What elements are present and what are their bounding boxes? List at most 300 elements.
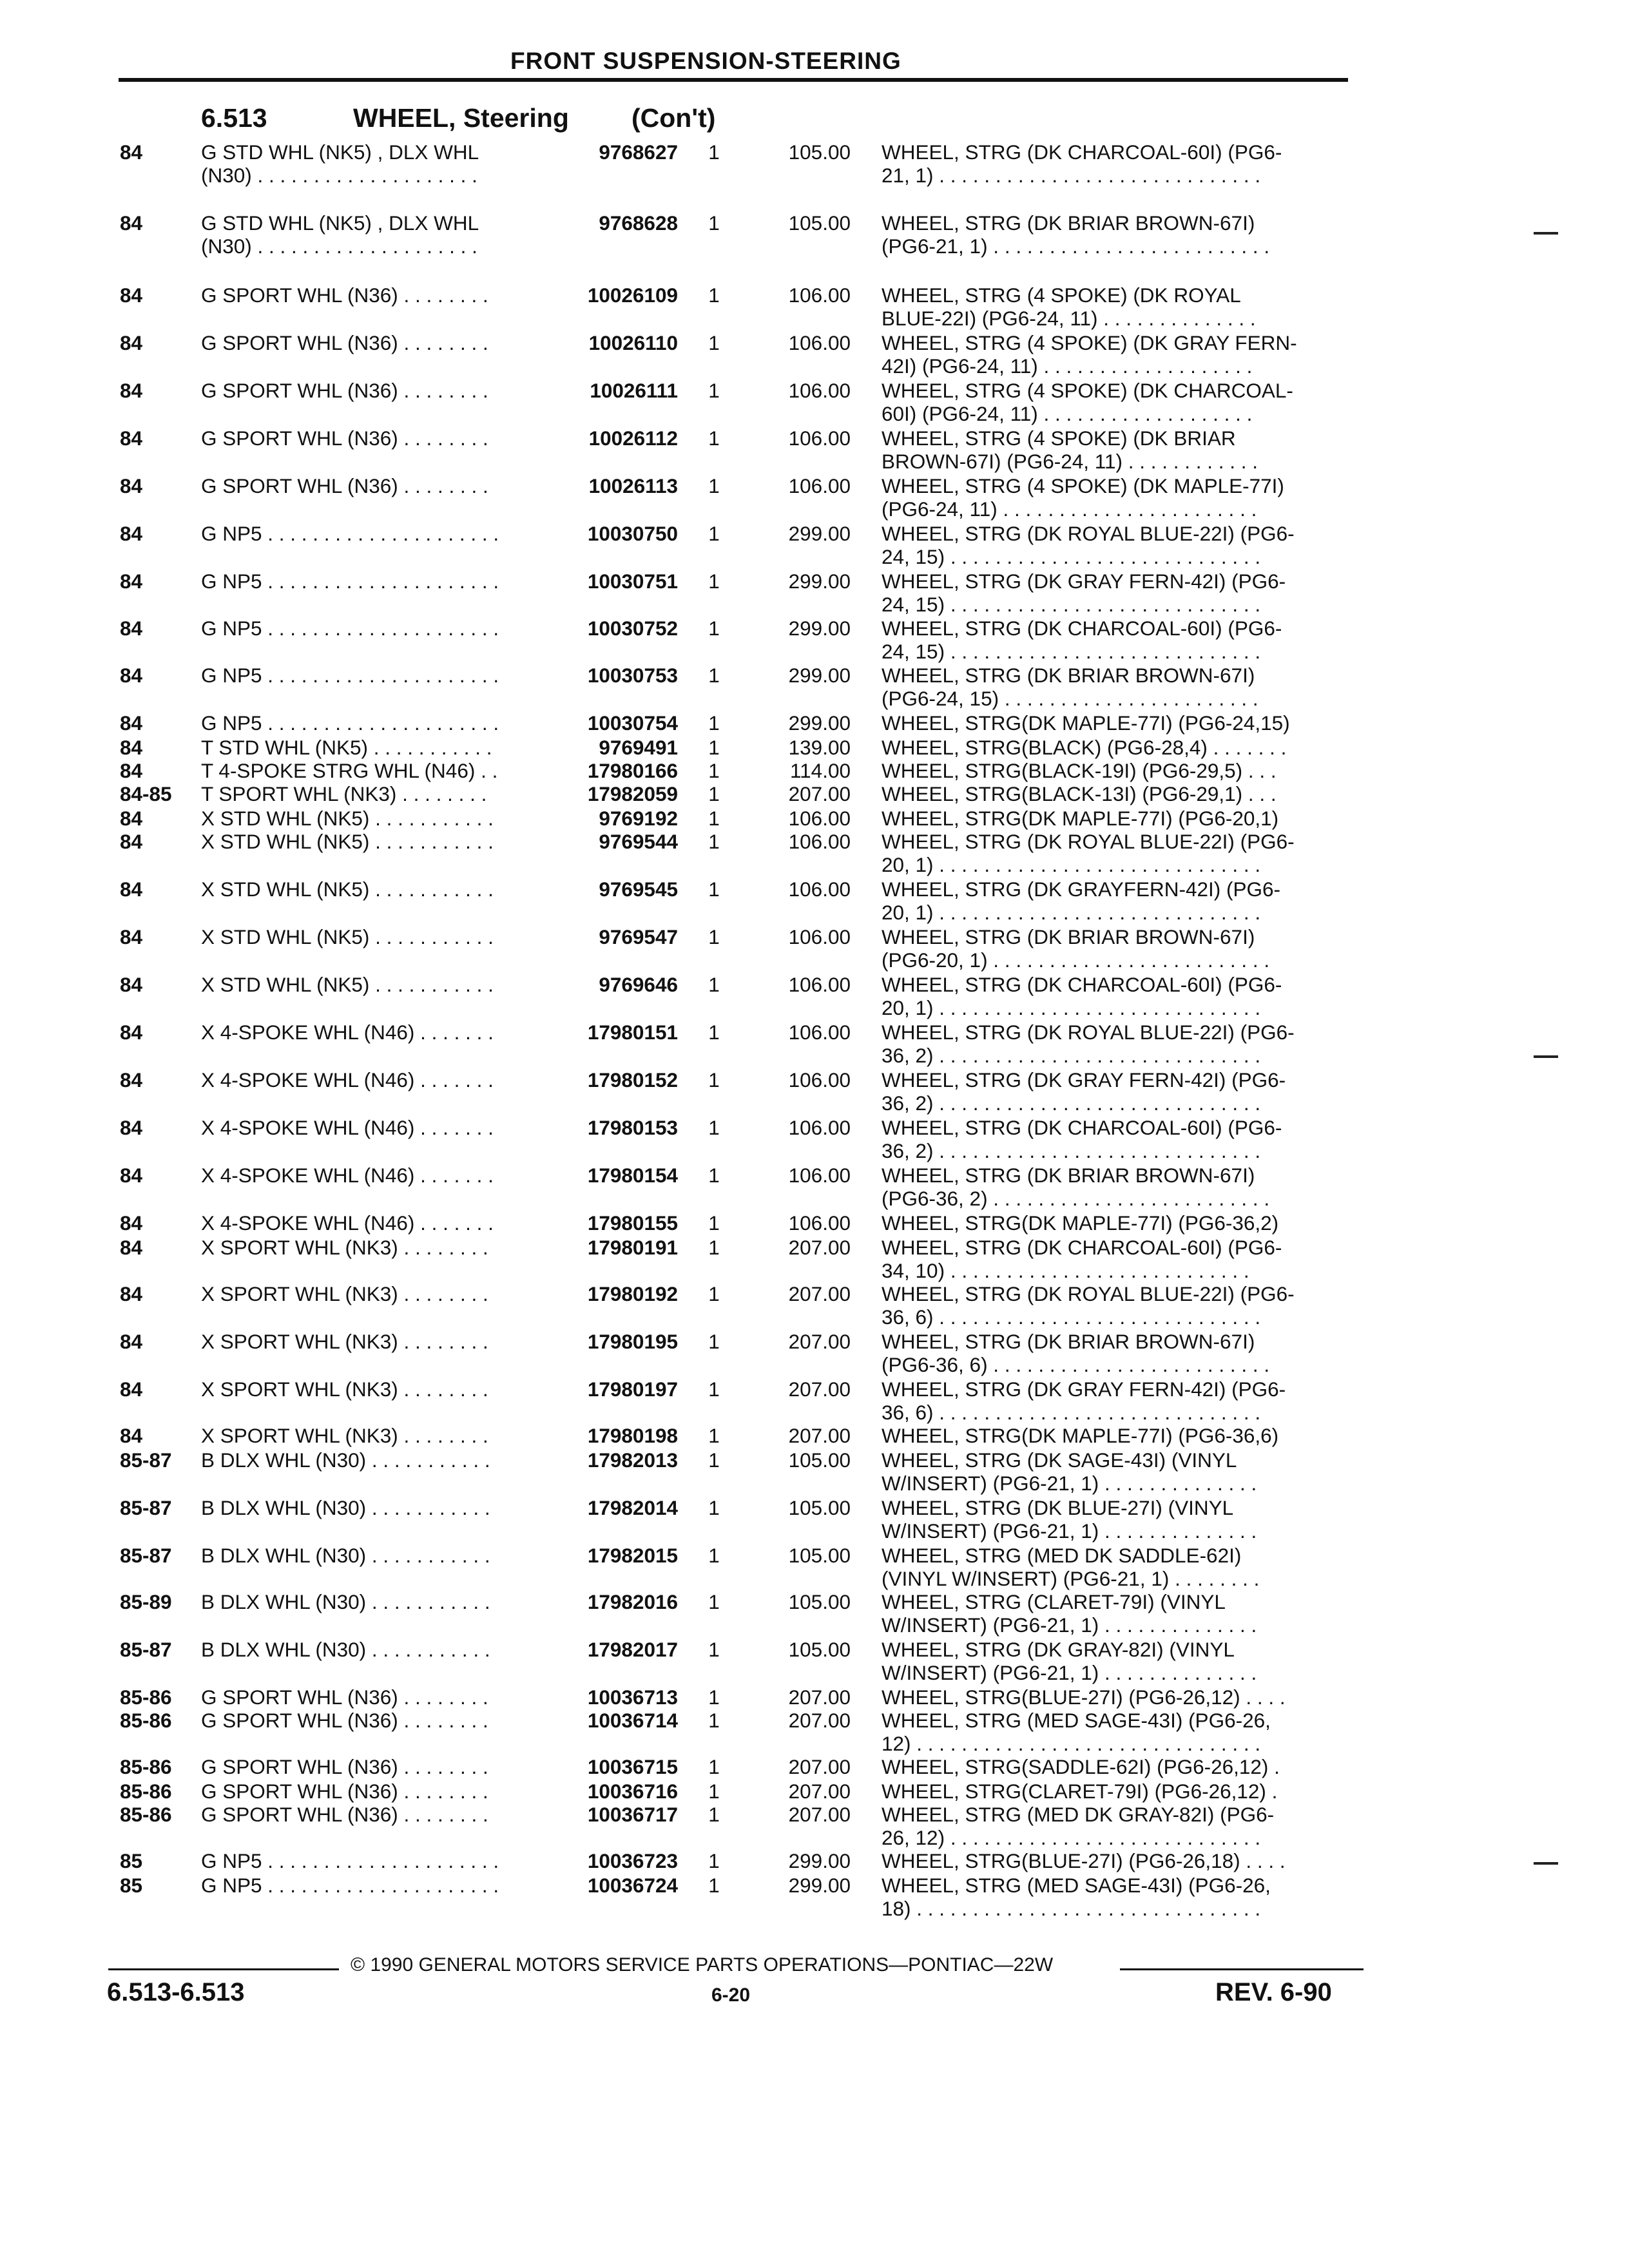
table-row <box>0 211 1629 260</box>
usage-description: G SPORT WHL (N36) . . . . . . . . <box>201 1686 488 1709</box>
year-code: 84 <box>120 211 143 235</box>
part-number: 9769547 <box>599 925 678 948</box>
list-price: 207.00 <box>788 1330 851 1353</box>
year-code: 85-87 <box>120 1448 172 1472</box>
part-number: 10030751 <box>587 570 678 593</box>
part-description: WHEEL, STRG(SADDLE-62I) (PG6-26,12) . <box>882 1755 1280 1778</box>
margin-mark <box>1534 232 1558 235</box>
usage-description: X STD WHL (NK5) . . . . . . . . . . . <box>201 925 494 948</box>
year-code: 85-86 <box>120 1803 172 1826</box>
table-row <box>0 379 1629 428</box>
part-description: WHEEL, STRG (DK CHARCOAL-60I) (PG6- <box>882 1236 1282 1259</box>
quantity: 1 <box>708 759 720 782</box>
list-price: 207.00 <box>788 1803 851 1826</box>
quantity: 1 <box>708 331 720 354</box>
part-description: WHEEL, STRG (DK ROYAL BLUE-22I) (PG6- <box>882 830 1295 853</box>
list-price: 106.00 <box>788 1211 851 1235</box>
quantity: 1 <box>708 1755 720 1778</box>
list-price: 114.00 <box>789 759 851 782</box>
header-rule <box>119 78 1348 82</box>
year-code: 85-86 <box>120 1755 172 1778</box>
part-description: WHEEL, STRG(DK MAPLE-77I) (PG6-36,6) <box>882 1424 1279 1447</box>
quantity: 1 <box>708 1709 720 1732</box>
part-description-continued: 36, 2) . . . . . . . . . . . . . . . . . . . . . . . . . . . . . <box>882 1044 1261 1067</box>
table-row <box>0 925 1629 974</box>
part-number: 17982013 <box>587 1448 678 1472</box>
list-price: 106.00 <box>788 379 851 402</box>
part-description-continued: W/INSERT) (PG6-21, 1) . . . . . . . . . . . . . . <box>882 1519 1257 1542</box>
list-price: 207.00 <box>788 1686 851 1709</box>
part-description: WHEEL, STRG (DK CHARCOAL-60I) (PG6- <box>882 617 1282 640</box>
list-price: 105.00 <box>788 1544 851 1567</box>
usage-description-continued: (N30) . . . . . . . . . . . . . . . . . . . . <box>201 235 477 258</box>
part-description-continued: (PG6-36, 2) . . . . . . . . . . . . . . . . . . . . . . . . . <box>882 1187 1270 1210</box>
list-price: 207.00 <box>788 1709 851 1732</box>
footer-revision: REV. 6-90 <box>1215 1978 1332 2006</box>
table-row <box>0 1590 1629 1639</box>
usage-description: X STD WHL (NK5) . . . . . . . . . . . <box>201 807 494 830</box>
quantity: 1 <box>708 1211 720 1235</box>
list-price: 207.00 <box>788 1424 851 1447</box>
part-number: 17980153 <box>587 1116 678 1139</box>
part-number: 10036714 <box>587 1709 678 1732</box>
usage-description-continued: (N30) . . . . . . . . . . . . . . . . . . . . <box>201 164 477 187</box>
part-description: WHEEL, STRG (DK CHARCOAL-60I) (PG6- <box>882 140 1282 164</box>
footer-rule-right <box>1120 1968 1364 1970</box>
section-number: 6.513 <box>201 103 267 133</box>
quantity: 1 <box>708 1068 720 1091</box>
part-number: 17980166 <box>587 759 678 782</box>
quantity: 1 <box>708 1424 720 1447</box>
part-description-continued: 12) . . . . . . . . . . . . . . . . . . . . . . . . . . . . . . . <box>882 1732 1261 1755</box>
year-code: 85-89 <box>120 1590 172 1613</box>
quantity: 1 <box>708 570 720 593</box>
part-description-continued: (PG6-36, 6) . . . . . . . . . . . . . . . . . . . . . . . . . <box>882 1353 1270 1376</box>
usage-description: G SPORT WHL (N36) . . . . . . . . <box>201 427 488 450</box>
list-price: 105.00 <box>788 211 851 235</box>
usage-description: X STD WHL (NK5) . . . . . . . . . . . <box>201 973 494 996</box>
part-description-continued: 36, 6) . . . . . . . . . . . . . . . . . . . . . . . . . . . . . <box>882 1305 1261 1329</box>
year-code: 84 <box>120 1282 143 1305</box>
part-number: 9768628 <box>599 211 678 235</box>
year-code: 84 <box>120 736 143 759</box>
part-number: 10026110 <box>588 331 678 354</box>
part-description-continued: (PG6-20, 1) . . . . . . . . . . . . . . . . . . . . . . . . . <box>882 948 1270 972</box>
part-description: WHEEL, STRG (DK BRIAR BROWN-67I) <box>882 1164 1255 1187</box>
usage-description: B DLX WHL (N30) . . . . . . . . . . . <box>201 1448 490 1472</box>
list-price: 105.00 <box>788 1590 851 1613</box>
usage-description: X STD WHL (NK5) . . . . . . . . . . . <box>201 830 494 853</box>
usage-description: X SPORT WHL (NK3) . . . . . . . . <box>201 1236 488 1259</box>
list-price: 106.00 <box>788 925 851 948</box>
quantity: 1 <box>708 1021 720 1044</box>
usage-description: G NP5 . . . . . . . . . . . . . . . . . . . . . <box>201 1849 499 1872</box>
usage-description: B DLX WHL (N30) . . . . . . . . . . . <box>201 1590 490 1613</box>
page-header-title: FRONT SUSPENSION-STEERING <box>510 48 901 74</box>
part-number: 17982059 <box>587 782 678 805</box>
part-description: WHEEL, STRG (MED DK SADDLE-62I) <box>882 1544 1242 1567</box>
table-row <box>0 474 1629 523</box>
part-number: 17980191 <box>587 1236 678 1259</box>
list-price: 299.00 <box>788 711 851 735</box>
part-number: 17980192 <box>587 1282 678 1305</box>
part-number: 17980152 <box>587 1068 678 1091</box>
table-row <box>0 878 1629 927</box>
table-row <box>0 1378 1629 1427</box>
year-code: 84 <box>120 1164 143 1187</box>
usage-description: B DLX WHL (N30) . . . . . . . . . . . <box>201 1544 490 1567</box>
list-price: 106.00 <box>788 474 851 497</box>
part-description: WHEEL, STRG(BLACK) (PG6-28,4) . . . . . . . <box>882 736 1287 759</box>
part-description-continued: 36, 6) . . . . . . . . . . . . . . . . . . . . . . . . . . . . . <box>882 1401 1261 1424</box>
quantity: 1 <box>708 379 720 402</box>
year-code: 84 <box>120 711 143 735</box>
list-price: 299.00 <box>788 1849 851 1872</box>
list-price: 299.00 <box>788 1874 851 1897</box>
part-number: 10030750 <box>587 522 678 545</box>
part-description: WHEEL, STRG (DK BLUE-27I) (VINYL <box>882 1496 1234 1519</box>
section-continued-label: (Con't) <box>631 103 716 133</box>
part-number: 17980195 <box>587 1330 678 1353</box>
year-code: 84 <box>120 331 143 354</box>
list-price: 106.00 <box>788 331 851 354</box>
part-description-continued: (PG6-24, 15) . . . . . . . . . . . . . . . . . . . . . . . <box>882 687 1258 710</box>
part-number: 10030754 <box>587 711 678 735</box>
part-description: WHEEL, STRG (DK GRAY FERN-42I) (PG6- <box>882 570 1286 593</box>
year-code: 84 <box>120 807 143 830</box>
year-code: 84 <box>120 830 143 853</box>
usage-description: X SPORT WHL (NK3) . . . . . . . . <box>201 1424 488 1447</box>
year-code: 85-87 <box>120 1638 172 1661</box>
year-code: 84 <box>120 878 143 901</box>
part-number: 9768627 <box>599 140 678 164</box>
year-code: 85-86 <box>120 1780 172 1803</box>
part-number: 10030753 <box>587 664 678 687</box>
year-code: 84 <box>120 140 143 164</box>
usage-description: G SPORT WHL (N36) . . . . . . . . <box>201 284 488 307</box>
part-description: WHEEL, STRG (MED SAGE-43I) (PG6-26, <box>882 1874 1271 1897</box>
part-description: WHEEL, STRG (DK BRIAR BROWN-67I) <box>882 925 1255 948</box>
part-description-continued: W/INSERT) (PG6-21, 1) . . . . . . . . . . . . . . <box>882 1472 1257 1495</box>
usage-description: G NP5 . . . . . . . . . . . . . . . . . . . . . <box>201 617 499 640</box>
list-price: 139.00 <box>788 736 851 759</box>
usage-description: G NP5 . . . . . . . . . . . . . . . . . . . . . <box>201 1874 499 1897</box>
table-row <box>0 1709 1629 1758</box>
part-number: 17980155 <box>587 1211 678 1235</box>
quantity: 1 <box>708 1236 720 1259</box>
part-description: WHEEL, STRG (4 SPOKE) (DK GRAY FERN- <box>882 331 1297 354</box>
quantity: 1 <box>708 1590 720 1613</box>
table-row <box>0 522 1629 571</box>
table-row <box>0 617 1629 666</box>
part-number: 17980197 <box>587 1378 678 1401</box>
usage-description: G NP5 . . . . . . . . . . . . . . . . . . . . . <box>201 570 499 593</box>
footer-copyright: © 1990 GENERAL MOTORS SERVICE PARTS OPERATIONS—PONTIAC—22W <box>351 1954 1054 1975</box>
year-code: 84 <box>120 1021 143 1044</box>
year-code: 85-87 <box>120 1544 172 1567</box>
year-code: 85-86 <box>120 1709 172 1732</box>
part-description-continued: 36, 2) . . . . . . . . . . . . . . . . . . . . . . . . . . . . . <box>882 1091 1261 1115</box>
table-row <box>0 1638 1629 1687</box>
list-price: 207.00 <box>788 1780 851 1803</box>
usage-description: G SPORT WHL (N36) . . . . . . . . <box>201 379 488 402</box>
part-number: 10036716 <box>587 1780 678 1803</box>
quantity: 1 <box>708 973 720 996</box>
part-description: WHEEL, STRG (DK ROYAL BLUE-22I) (PG6- <box>882 522 1295 545</box>
table-row <box>0 664 1629 713</box>
usage-description: G SPORT WHL (N36) . . . . . . . . <box>201 1780 488 1803</box>
table-row <box>0 1282 1629 1331</box>
part-number: 9769491 <box>599 736 678 759</box>
part-number: 10036717 <box>587 1803 678 1826</box>
part-description: WHEEL, STRG(BLUE-27I) (PG6-26,18) . . . . <box>882 1849 1286 1872</box>
list-price: 207.00 <box>788 1236 851 1259</box>
part-description: WHEEL, STRG (CLARET-79I) (VINYL <box>882 1590 1226 1613</box>
list-price: 106.00 <box>788 1164 851 1187</box>
usage-description: B DLX WHL (N30) . . . . . . . . . . . <box>201 1638 490 1661</box>
quantity: 1 <box>708 1164 720 1187</box>
quantity: 1 <box>708 1282 720 1305</box>
quantity: 1 <box>708 211 720 235</box>
part-description: WHEEL, STRG (DK ROYAL BLUE-22I) (PG6- <box>882 1021 1295 1044</box>
list-price: 299.00 <box>788 617 851 640</box>
year-code: 84 <box>120 379 143 402</box>
quantity: 1 <box>708 1874 720 1897</box>
part-description-continued: W/INSERT) (PG6-21, 1) . . . . . . . . . . . . . . <box>882 1613 1257 1637</box>
part-description: WHEEL, STRG (4 SPOKE) (DK MAPLE-77I) <box>882 474 1284 497</box>
part-number: 17980198 <box>587 1424 678 1447</box>
quantity: 1 <box>708 1849 720 1872</box>
year-code: 84 <box>120 1068 143 1091</box>
table-row <box>0 1544 1629 1593</box>
quantity: 1 <box>708 1686 720 1709</box>
usage-description: X 4-SPOKE WHL (N46) . . . . . . . <box>201 1116 494 1139</box>
year-code: 84 <box>120 1424 143 1447</box>
part-description: WHEEL, STRG (4 SPOKE) (DK ROYAL <box>882 284 1241 307</box>
table-row <box>0 331 1629 380</box>
list-price: 299.00 <box>788 570 851 593</box>
usage-description: X SPORT WHL (NK3) . . . . . . . . <box>201 1282 488 1305</box>
list-price: 207.00 <box>788 1755 851 1778</box>
part-description: WHEEL, STRG (DK GRAY FERN-42I) (PG6- <box>882 1378 1286 1401</box>
part-description-continued: 21, 1) . . . . . . . . . . . . . . . . . . . . . . . . . . . . . <box>882 164 1261 187</box>
part-number: 17980151 <box>587 1021 678 1044</box>
part-number: 17982014 <box>587 1496 678 1519</box>
part-description: WHEEL, STRG (DK ROYAL BLUE-22I) (PG6- <box>882 1282 1295 1305</box>
quantity: 1 <box>708 925 720 948</box>
table-row <box>0 570 1629 619</box>
part-description-continued: 42I) (PG6-24, 11) . . . . . . . . . . . . . . . . . . . <box>882 354 1253 378</box>
quantity: 1 <box>708 807 720 830</box>
table-row <box>0 1164 1629 1213</box>
year-code: 85 <box>120 1874 143 1897</box>
part-number: 17980154 <box>587 1164 678 1187</box>
part-description: WHEEL, STRG (4 SPOKE) (DK CHARCOAL- <box>882 379 1293 402</box>
part-number: 17982017 <box>587 1638 678 1661</box>
quantity: 1 <box>708 664 720 687</box>
table-row <box>0 1448 1629 1497</box>
list-price: 207.00 <box>788 782 851 805</box>
part-number: 9769646 <box>599 973 678 996</box>
part-description-continued: 24, 15) . . . . . . . . . . . . . . . . . . . . . . . . . . . . <box>882 545 1261 568</box>
year-code: 84 <box>120 1211 143 1235</box>
part-description: WHEEL, STRG (DK CHARCOAL-60I) (PG6- <box>882 973 1282 996</box>
year-code: 85 <box>120 1849 143 1872</box>
part-number: 10036723 <box>587 1849 678 1872</box>
part-description-continued: BROWN-67I) (PG6-24, 11) . . . . . . . . . . . . <box>882 450 1258 473</box>
part-number: 10026111 <box>590 379 678 402</box>
table-row <box>0 284 1629 332</box>
part-description: WHEEL, STRG (DK SAGE-43I) (VINYL <box>882 1448 1237 1472</box>
usage-description: X 4-SPOKE WHL (N46) . . . . . . . <box>201 1211 494 1235</box>
usage-description: G SPORT WHL (N36) . . . . . . . . <box>201 331 488 354</box>
year-code: 84 <box>120 973 143 996</box>
quantity: 1 <box>708 1116 720 1139</box>
margin-mark <box>1534 1862 1558 1865</box>
quantity: 1 <box>708 140 720 164</box>
list-price: 207.00 <box>788 1282 851 1305</box>
quantity: 1 <box>708 782 720 805</box>
part-description-continued: (VINYL W/INSERT) (PG6-21, 1) . . . . . . . . <box>882 1567 1260 1590</box>
table-row <box>0 1330 1629 1379</box>
usage-description: G STD WHL (NK5) , DLX WHL <box>201 211 479 235</box>
part-description: WHEEL, STRG(DK MAPLE-77I) (PG6-20,1) <box>882 807 1279 830</box>
quantity: 1 <box>708 736 720 759</box>
year-code: 84 <box>120 1236 143 1259</box>
list-price: 106.00 <box>788 427 851 450</box>
part-description: WHEEL, STRG (4 SPOKE) (DK BRIAR <box>882 427 1236 450</box>
list-price: 106.00 <box>788 878 851 901</box>
list-price: 299.00 <box>788 664 851 687</box>
part-number: 9769192 <box>599 807 678 830</box>
table-row <box>0 973 1629 1022</box>
usage-description: T STD WHL (NK5) . . . . . . . . . . . <box>201 736 492 759</box>
part-description-continued: (PG6-21, 1) . . . . . . . . . . . . . . . . . . . . . . . . . <box>882 235 1270 258</box>
list-price: 106.00 <box>788 1068 851 1091</box>
year-code: 85-87 <box>120 1496 172 1519</box>
part-number: 17982016 <box>587 1590 678 1613</box>
usage-description: G NP5 . . . . . . . . . . . . . . . . . . . . . <box>201 522 499 545</box>
part-description: WHEEL, STRG (MED DK GRAY-82I) (PG6- <box>882 1803 1275 1826</box>
footer-section-range: 6.513-6.513 <box>107 1978 245 2006</box>
usage-description: X STD WHL (NK5) . . . . . . . . . . . <box>201 878 494 901</box>
year-code: 84 <box>120 522 143 545</box>
usage-description: T SPORT WHL (NK3) . . . . . . . . <box>201 782 487 805</box>
list-price: 105.00 <box>788 1638 851 1661</box>
table-row <box>0 427 1629 476</box>
part-description: WHEEL, STRG (DK BRIAR BROWN-67I) <box>882 211 1255 235</box>
part-description: WHEEL, STRG(BLACK-19I) (PG6-29,5) . . . <box>882 759 1277 782</box>
year-code: 84 <box>120 925 143 948</box>
usage-description: B DLX WHL (N30) . . . . . . . . . . . <box>201 1496 490 1519</box>
table-row <box>0 140 1629 189</box>
part-description: WHEEL, STRG(BLACK-13I) (PG6-29,1) . . . <box>882 782 1277 805</box>
quantity: 1 <box>708 617 720 640</box>
margin-mark <box>1534 1055 1558 1058</box>
year-code: 84 <box>120 1116 143 1139</box>
list-price: 106.00 <box>788 973 851 996</box>
quantity: 1 <box>708 1780 720 1803</box>
year-code: 84 <box>120 617 143 640</box>
part-number: 17982015 <box>587 1544 678 1567</box>
part-number: 10026112 <box>588 427 678 450</box>
part-description-continued: 20, 1) . . . . . . . . . . . . . . . . . . . . . . . . . . . . . <box>882 853 1261 876</box>
table-row <box>0 1116 1629 1165</box>
list-price: 207.00 <box>788 1378 851 1401</box>
part-description-continued: 60I) (PG6-24, 11) . . . . . . . . . . . . . . . . . . . <box>882 402 1253 425</box>
part-description: WHEEL, STRG (DK BRIAR BROWN-67I) <box>882 1330 1255 1353</box>
usage-description: G SPORT WHL (N36) . . . . . . . . <box>201 474 488 497</box>
footer-rule-left <box>108 1968 339 1970</box>
part-description-continued: 36, 2) . . . . . . . . . . . . . . . . . . . . . . . . . . . . . <box>882 1139 1261 1162</box>
list-price: 106.00 <box>788 830 851 853</box>
usage-description: G NP5 . . . . . . . . . . . . . . . . . . . . . <box>201 664 499 687</box>
list-price: 106.00 <box>788 1021 851 1044</box>
year-code: 84 <box>120 570 143 593</box>
quantity: 1 <box>708 427 720 450</box>
part-description: WHEEL, STRG(CLARET-79I) (PG6-26,12) . <box>882 1780 1278 1803</box>
usage-description: X 4-SPOKE WHL (N46) . . . . . . . <box>201 1068 494 1091</box>
quantity: 1 <box>708 830 720 853</box>
part-description-continued: BLUE-22I) (PG6-24, 11) . . . . . . . . . . . . . . <box>882 307 1256 330</box>
quantity: 1 <box>708 1448 720 1472</box>
list-price: 105.00 <box>788 140 851 164</box>
list-price: 105.00 <box>788 1448 851 1472</box>
usage-description: G NP5 . . . . . . . . . . . . . . . . . . . . . <box>201 711 499 735</box>
year-code: 84 <box>120 427 143 450</box>
part-description: WHEEL, STRG(BLUE-27I) (PG6-26,12) . . . . <box>882 1686 1286 1709</box>
usage-description: X SPORT WHL (NK3) . . . . . . . . <box>201 1330 488 1353</box>
part-number: 10026113 <box>588 474 678 497</box>
part-description-continued: 24, 15) . . . . . . . . . . . . . . . . . . . . . . . . . . . . <box>882 593 1261 616</box>
usage-description: G SPORT WHL (N36) . . . . . . . . <box>201 1803 488 1826</box>
table-row <box>0 1803 1629 1852</box>
part-number: 9769544 <box>599 830 678 853</box>
table-row <box>0 830 1629 879</box>
list-price: 106.00 <box>788 284 851 307</box>
usage-description: G STD WHL (NK5) , DLX WHL <box>201 140 479 164</box>
quantity: 1 <box>708 284 720 307</box>
list-price: 105.00 <box>788 1496 851 1519</box>
usage-description: G SPORT WHL (N36) . . . . . . . . <box>201 1755 488 1778</box>
table-row <box>0 1874 1629 1923</box>
part-description: WHEEL, STRG (DK GRAY FERN-42I) (PG6- <box>882 1068 1286 1091</box>
year-code: 84-85 <box>120 782 172 805</box>
year-code: 84 <box>120 664 143 687</box>
part-description-continued: 20, 1) . . . . . . . . . . . . . . . . . . . . . . . . . . . . . <box>882 996 1261 1019</box>
part-description-continued: 26, 12) . . . . . . . . . . . . . . . . . . . . . . . . . . . . <box>882 1826 1261 1849</box>
part-description: WHEEL, STRG (DK BRIAR BROWN-67I) <box>882 664 1255 687</box>
list-price: 106.00 <box>788 1116 851 1139</box>
part-number: 10036724 <box>587 1874 678 1897</box>
part-description: WHEEL, STRG (DK GRAYFERN-42I) (PG6- <box>882 878 1280 901</box>
year-code: 84 <box>120 284 143 307</box>
table-row <box>0 1236 1629 1285</box>
footer-page-number: 6-20 <box>711 1984 751 2006</box>
quantity: 1 <box>708 878 720 901</box>
usage-description: X SPORT WHL (NK3) . . . . . . . . <box>201 1378 488 1401</box>
part-description: WHEEL, STRG (DK GRAY-82I) (VINYL <box>882 1638 1235 1661</box>
year-code: 84 <box>120 1378 143 1401</box>
part-number: 10030752 <box>587 617 678 640</box>
part-description-continued: W/INSERT) (PG6-21, 1) . . . . . . . . . . . . . . <box>882 1661 1257 1684</box>
quantity: 1 <box>708 1803 720 1826</box>
usage-description: T 4-SPOKE STRG WHL (N46) . . <box>201 759 498 782</box>
year-code: 84 <box>120 1330 143 1353</box>
part-number: 10026109 <box>587 284 678 307</box>
table-row <box>0 1021 1629 1070</box>
part-description: WHEEL, STRG (MED SAGE-43I) (PG6-26, <box>882 1709 1271 1732</box>
